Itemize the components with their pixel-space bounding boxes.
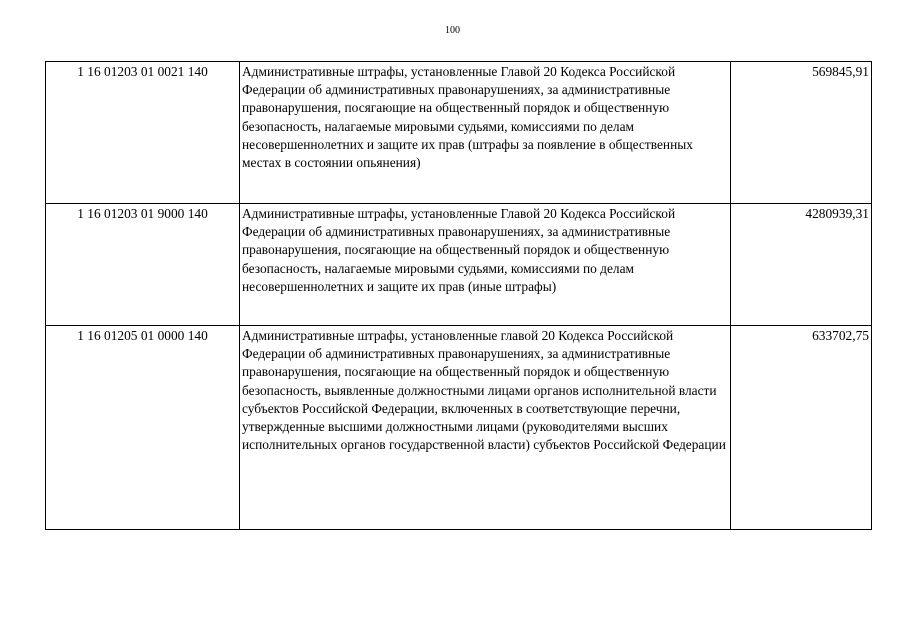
budget-code-cell: 1 16 01203 01 9000 140 (46, 204, 240, 326)
budget-code-cell: 1 16 01205 01 0000 140 (46, 326, 240, 530)
table-row (46, 326, 872, 530)
amount-cell: 569845,91 (731, 62, 872, 204)
table-row (46, 204, 872, 326)
budget-revenue-table (45, 61, 872, 530)
table-row (46, 62, 872, 204)
revenue-description-cell: Административные штрафы, установленные Главой 20 Кодекса Российской Федерации об административных правонарушениях, за административные правонарушения, посягающие на общественный порядок и общественную безопасность, налагаемые мировыми судьями, комиссиями по делам несовершеннолетних и защите их прав (штрафы за появление в общественных местах в состоянии опьянения) (240, 62, 731, 204)
page-number: 100 (445, 25, 460, 36)
amount-cell: 4280939,31 (731, 204, 872, 326)
revenue-description-cell: Административные штрафы, установленные главой 20 Кодекса Российской Федерации об административных правонарушениях, за административные правонарушения, посягающие на общественный порядок и общественную безопасность, выявленные должностными лицами органов исполнительной власти субъектов Российской Федерации, включенных в соответствующие перечни, утвержденные высшими должностными лицами (руководителями высших исполнительных органов государственной власти) субъектов Российской Федерации (240, 326, 731, 530)
amount-cell: 633702,75 (731, 326, 872, 530)
revenue-description-cell: Административные штрафы, установленные Главой 20 Кодекса Российской Федерации об административных правонарушениях, за административные правонарушения, посягающие на общественный порядок и общественную безопасность, налагаемые мировыми судьями, комиссиями по делам несовершеннолетних и защите их прав (иные штрафы) (240, 204, 731, 326)
budget-code-cell: 1 16 01203 01 0021 140 (46, 62, 240, 204)
